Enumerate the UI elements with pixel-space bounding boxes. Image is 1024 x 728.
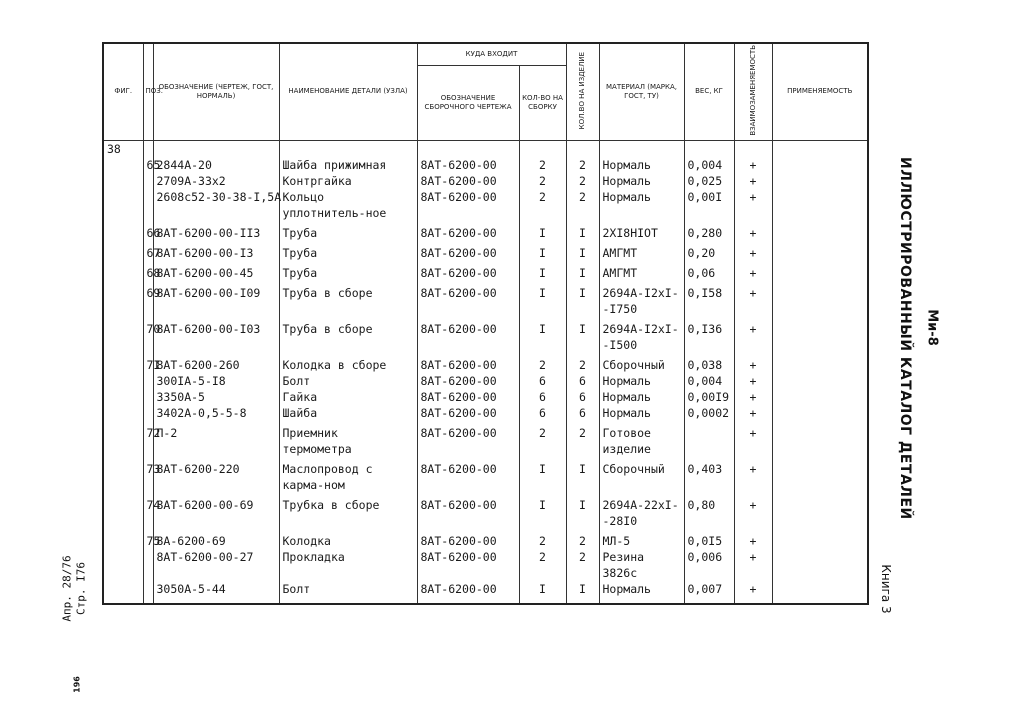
table-row [103, 281, 868, 317]
row-name: Колодка [279, 529, 417, 549]
row-interchange: + [734, 261, 772, 281]
row-name: Приемник термометра [279, 421, 417, 457]
row-qty-item: 2 [566, 353, 599, 373]
book-number: Книга 3 [879, 564, 893, 614]
row-qty-item: 6 [566, 405, 599, 421]
row-fig [103, 549, 143, 581]
row-interchange: + [734, 241, 772, 261]
row-qty-item: 2 [566, 421, 599, 457]
row-qty-assembly: 6 [519, 373, 566, 389]
table-body [103, 140, 868, 604]
header-pos: ПОЗ. [143, 43, 153, 140]
row-name: Кольцо уплотнитель-ное [279, 189, 417, 221]
row-fig [103, 353, 143, 373]
row-qty-item: 2 [566, 173, 599, 189]
row-designation: 2709А-33х2 [153, 173, 279, 189]
spacer-cell [734, 597, 772, 604]
row-name: Трубка в сборе [279, 493, 417, 529]
row-qty-assembly: 2 [519, 421, 566, 457]
row-pos [143, 189, 153, 221]
row-qty-assembly: 2 [519, 189, 566, 221]
row-qty-item: 2 [566, 549, 599, 581]
row-material: МЛ-5 [599, 529, 684, 549]
row-assembly: 8АТ-6200-00 [417, 353, 519, 373]
row-fig: 38 [103, 140, 143, 157]
row-fig [103, 405, 143, 421]
row-fig [103, 221, 143, 241]
row-application [772, 493, 868, 529]
row-interchange: + [734, 189, 772, 221]
row-assembly: 8АТ-6200-00 [417, 529, 519, 549]
row-designation: 8АТ-6200-00-27 [153, 549, 279, 581]
row-assembly: 8АТ-6200-00 [417, 405, 519, 421]
row-application [772, 241, 868, 261]
spacer-cell [417, 597, 519, 604]
table-row [103, 353, 868, 373]
row-fig [103, 493, 143, 529]
revision-date: Апр. 28/76 [60, 555, 74, 622]
spacer-cell [566, 597, 599, 604]
row-name: Труба [279, 261, 417, 281]
row-pos: 69 [143, 281, 153, 317]
row-application [772, 549, 868, 581]
row-material: Резина 3826с [599, 549, 684, 581]
row-pos [143, 581, 153, 597]
row-weight: 0,038 [684, 353, 734, 373]
parts-catalog-table [102, 42, 869, 605]
row-material: Сборочный [599, 457, 684, 493]
row-material [599, 140, 684, 157]
row-qty-assembly: 2 [519, 157, 566, 173]
row-weight: 0,0002 [684, 405, 734, 421]
row-application [772, 581, 868, 597]
row-name: Контргайка [279, 173, 417, 189]
row-weight: 0,004 [684, 157, 734, 173]
row-qty-item: I [566, 241, 599, 261]
header-where-used: КУДА ВХОДИТ [417, 43, 566, 66]
row-pos: 7I [143, 353, 153, 373]
row-interchange: + [734, 157, 772, 173]
row-pos: 72 [143, 421, 153, 457]
row-interchange: + [734, 373, 772, 389]
page-number: Стр. I76 [74, 562, 88, 615]
row-application [772, 317, 868, 353]
row-name: Колодка в сборе [279, 353, 417, 373]
row-name: Болт [279, 373, 417, 389]
spacer-cell [279, 597, 417, 604]
row-material: Нормаль [599, 405, 684, 421]
row-qty-assembly: I [519, 261, 566, 281]
row-fig [103, 581, 143, 597]
row-qty-item [566, 140, 599, 157]
row-material: Сборочный [599, 353, 684, 373]
row-application [772, 261, 868, 281]
row-qty-item: I [566, 317, 599, 353]
row-interchange: + [734, 457, 772, 493]
row-interchange: + [734, 173, 772, 189]
row-qty-item: I [566, 281, 599, 317]
row-pos [143, 373, 153, 389]
table-row [103, 221, 868, 241]
row-assembly: 8АТ-6200-00 [417, 157, 519, 173]
row-qty-assembly: 6 [519, 389, 566, 405]
row-pos: 75 [143, 529, 153, 549]
row-qty-item: I [566, 261, 599, 281]
table-row [103, 317, 868, 353]
row-pos: 66 [143, 221, 153, 241]
row-qty-assembly: 2 [519, 353, 566, 373]
row-interchange: + [734, 281, 772, 317]
spacer-cell [143, 597, 153, 604]
row-fig [103, 189, 143, 221]
table-row [103, 157, 868, 173]
row-designation: 8АТ-6200-00-45 [153, 261, 279, 281]
row-material: 2694А-I2хI--I750 [599, 281, 684, 317]
row-pos: 65 [143, 157, 153, 173]
row-material: АМГМТ [599, 261, 684, 281]
row-application [772, 221, 868, 241]
row-fig [103, 241, 143, 261]
row-name: Труба в сборе [279, 281, 417, 317]
row-interchange: + [734, 405, 772, 421]
table-row [103, 549, 868, 581]
row-designation: 8А-6200-69 [153, 529, 279, 549]
row-assembly: 8АТ-6200-00 [417, 389, 519, 405]
spacer-cell [103, 597, 143, 604]
row-weight: 0,0I5 [684, 529, 734, 549]
row-weight [684, 140, 734, 157]
row-name: Труба в сборе [279, 317, 417, 353]
row-qty-assembly: 6 [519, 405, 566, 421]
header-interchange: ВЗАИМОЗАМЕНЯЕМОСТЬ [734, 43, 772, 140]
row-material: Нормаль [599, 173, 684, 189]
row-pos [143, 549, 153, 581]
header-name: НАИМЕНОВАНИЕ ДЕТАЛИ (УЗЛА) [279, 43, 417, 140]
row-application [772, 373, 868, 389]
row-material: Нормаль [599, 389, 684, 405]
row-interchange: + [734, 529, 772, 549]
row-qty-item: I [566, 493, 599, 529]
row-name [279, 140, 417, 157]
row-application [772, 353, 868, 373]
row-material: Нормаль [599, 157, 684, 173]
row-qty-assembly: 2 [519, 173, 566, 189]
row-application [772, 457, 868, 493]
row-designation: 300IА-5-I8 [153, 373, 279, 389]
row-weight [684, 421, 734, 457]
row-fig [103, 173, 143, 189]
row-material: Готовое изделие [599, 421, 684, 457]
table-row [103, 189, 868, 221]
table-row [103, 405, 868, 421]
row-assembly: 8АТ-6200-00 [417, 581, 519, 597]
row-name: Труба [279, 241, 417, 261]
row-fig [103, 281, 143, 317]
row-qty-item: I [566, 457, 599, 493]
table-row [103, 529, 868, 549]
row-fig [103, 457, 143, 493]
row-material: АМГМТ [599, 241, 684, 261]
row-fig [103, 373, 143, 389]
row-assembly: 8АТ-6200-00 [417, 221, 519, 241]
spacer-cell [599, 597, 684, 604]
row-weight: 0,20 [684, 241, 734, 261]
spacer-cell [153, 597, 279, 604]
row-application [772, 173, 868, 189]
header-qty-item: КОЛ.ВО НА ИЗДЕЛИЕ [566, 43, 599, 140]
row-name: Прокладка [279, 549, 417, 581]
row-fig [103, 529, 143, 549]
row-material: 2ХI8НIОТ [599, 221, 684, 241]
row-interchange: + [734, 221, 772, 241]
table-row [103, 581, 868, 597]
row-pos: 74 [143, 493, 153, 529]
row-assembly: 8АТ-6200-00 [417, 421, 519, 457]
row-qty-assembly: I [519, 317, 566, 353]
row-pos: 70 [143, 317, 153, 353]
row-assembly: 8АТ-6200-00 [417, 261, 519, 281]
row-material: Нормаль [599, 189, 684, 221]
row-designation: 8АТ-6200-00-II3 [153, 221, 279, 241]
row-application [772, 189, 868, 221]
row-qty-assembly: I [519, 493, 566, 529]
row-fig [103, 389, 143, 405]
table-row [103, 457, 868, 493]
row-material: 2694А-I2хI--I500 [599, 317, 684, 353]
row-application [772, 140, 868, 157]
row-assembly: 8АТ-6200-00 [417, 457, 519, 493]
row-interchange: + [734, 317, 772, 353]
header-material: МАТЕРИАЛ (МАРКА, ГОСТ, ТУ) [599, 43, 684, 140]
row-designation: 2844А-20 [153, 157, 279, 173]
row-assembly: 8АТ-6200-00 [417, 317, 519, 353]
row-weight: 0,004 [684, 373, 734, 389]
spacer-cell [684, 597, 734, 604]
row-weight: 0,025 [684, 173, 734, 189]
row-assembly: 8АТ-6200-00 [417, 173, 519, 189]
row-designation: 8АТ-6200-00-69 [153, 493, 279, 529]
row-qty-item: I [566, 221, 599, 241]
row-qty-item: 2 [566, 157, 599, 173]
row-qty-assembly: I [519, 241, 566, 261]
row-assembly: 8АТ-6200-00 [417, 373, 519, 389]
row-weight: 0,I36 [684, 317, 734, 353]
row-weight: 0,403 [684, 457, 734, 493]
row-interchange: + [734, 421, 772, 457]
row-material: Нормаль [599, 581, 684, 597]
row-pos [143, 405, 153, 421]
row-qty-item: 2 [566, 189, 599, 221]
row-designation: 3402А-0,5-5-8 [153, 405, 279, 421]
table-row [103, 261, 868, 281]
row-weight: 0,00I9 [684, 389, 734, 405]
row-pos [143, 173, 153, 189]
row-assembly: 8АТ-6200-00 [417, 493, 519, 529]
row-qty-item: 6 [566, 373, 599, 389]
row-designation: 3050А-5-44 [153, 581, 279, 597]
header-designation: ОБОЗНАЧЕНИЕ (ЧЕРТЕЖ, ГОСТ, НОРМАЛЬ) [153, 43, 279, 140]
row-interchange: + [734, 549, 772, 581]
row-fig [103, 157, 143, 173]
row-assembly: 8АТ-6200-00 [417, 281, 519, 317]
row-assembly: 8АТ-6200-00 [417, 549, 519, 581]
spacer-cell [519, 597, 566, 604]
row-name: Труба [279, 221, 417, 241]
row-weight: 0,00I [684, 189, 734, 221]
row-qty-item: 2 [566, 529, 599, 549]
spacer-cell [772, 597, 868, 604]
row-qty-assembly: 2 [519, 549, 566, 581]
row-designation: 2608с52-30-38-I,5А [153, 189, 279, 221]
header-application: ПРИМЕНЯЕМОСТЬ [772, 43, 868, 140]
catalog-title: ИЛЛЮСТРИРОВАННЫЙ КАТАЛОГ ДЕТАЛЕЙ [897, 157, 913, 520]
header-assembly-designation: ОБОЗНАЧЕНИЕ СБОРОЧНОГО ЧЕРТЕЖА [417, 66, 519, 140]
row-designation: 8АТ-6200-00-I03 [153, 317, 279, 353]
row-fig [103, 317, 143, 353]
row-designation: 3350А-5 [153, 389, 279, 405]
row-weight: 0,006 [684, 549, 734, 581]
row-interchange [734, 140, 772, 157]
row-qty-assembly: I [519, 581, 566, 597]
row-qty-assembly: I [519, 457, 566, 493]
row-interchange: + [734, 389, 772, 405]
row-interchange: + [734, 493, 772, 529]
row-qty-assembly: 2 [519, 529, 566, 549]
table-row [103, 140, 868, 157]
header-weight: ВЕС, КГ [684, 43, 734, 140]
row-designation: 8АТ-6200-00-I3 [153, 241, 279, 261]
row-pos [143, 140, 153, 157]
table-row [103, 421, 868, 457]
row-application [772, 389, 868, 405]
row-qty-item: I [566, 581, 599, 597]
row-qty-item: 6 [566, 389, 599, 405]
table-row [103, 173, 868, 189]
row-pos: 68 [143, 261, 153, 281]
row-application [772, 421, 868, 457]
row-weight: 0,007 [684, 581, 734, 597]
header-qty-assembly: КОЛ-ВО НА СБОРКУ [519, 66, 566, 140]
row-designation [153, 140, 279, 157]
table-spacer-row [103, 597, 868, 604]
row-assembly: 8АТ-6200-00 [417, 241, 519, 261]
row-material: Нормаль [599, 373, 684, 389]
row-designation: 8АТ-6200-00-I09 [153, 281, 279, 317]
row-fig [103, 421, 143, 457]
header-fig: ФИГ. [103, 43, 143, 140]
row-assembly [417, 140, 519, 157]
row-name: Шайба прижимная [279, 157, 417, 173]
row-name: Болт [279, 581, 417, 597]
row-designation: 8АТ-6200-260 [153, 353, 279, 373]
row-weight: 0,06 [684, 261, 734, 281]
row-qty-assembly: I [519, 281, 566, 317]
row-material: 2694А-22хI--28I0 [599, 493, 684, 529]
row-weight: 0,80 [684, 493, 734, 529]
catalog-model: Ми-8 [924, 309, 940, 346]
row-name: Маслопровод с карма-ном [279, 457, 417, 493]
table-row [103, 493, 868, 529]
row-interchange: + [734, 581, 772, 597]
row-qty-assembly: I [519, 221, 566, 241]
row-name: Гайка [279, 389, 417, 405]
table-row [103, 373, 868, 389]
row-assembly: 8АТ-6200-00 [417, 189, 519, 221]
sheet-number: 196 [72, 676, 82, 693]
row-application [772, 157, 868, 173]
row-application [772, 529, 868, 549]
row-pos: 73 [143, 457, 153, 493]
row-application [772, 405, 868, 421]
row-weight: 0,I58 [684, 281, 734, 317]
row-qty-assembly [519, 140, 566, 157]
row-pos: 67 [143, 241, 153, 261]
table-row [103, 389, 868, 405]
row-pos [143, 389, 153, 405]
row-fig [103, 261, 143, 281]
row-designation: 8АТ-6200-220 [153, 457, 279, 493]
row-name: Шайба [279, 405, 417, 421]
row-interchange: + [734, 353, 772, 373]
row-designation: П-2 [153, 421, 279, 457]
table-row [103, 241, 868, 261]
row-application [772, 281, 868, 317]
row-weight: 0,280 [684, 221, 734, 241]
